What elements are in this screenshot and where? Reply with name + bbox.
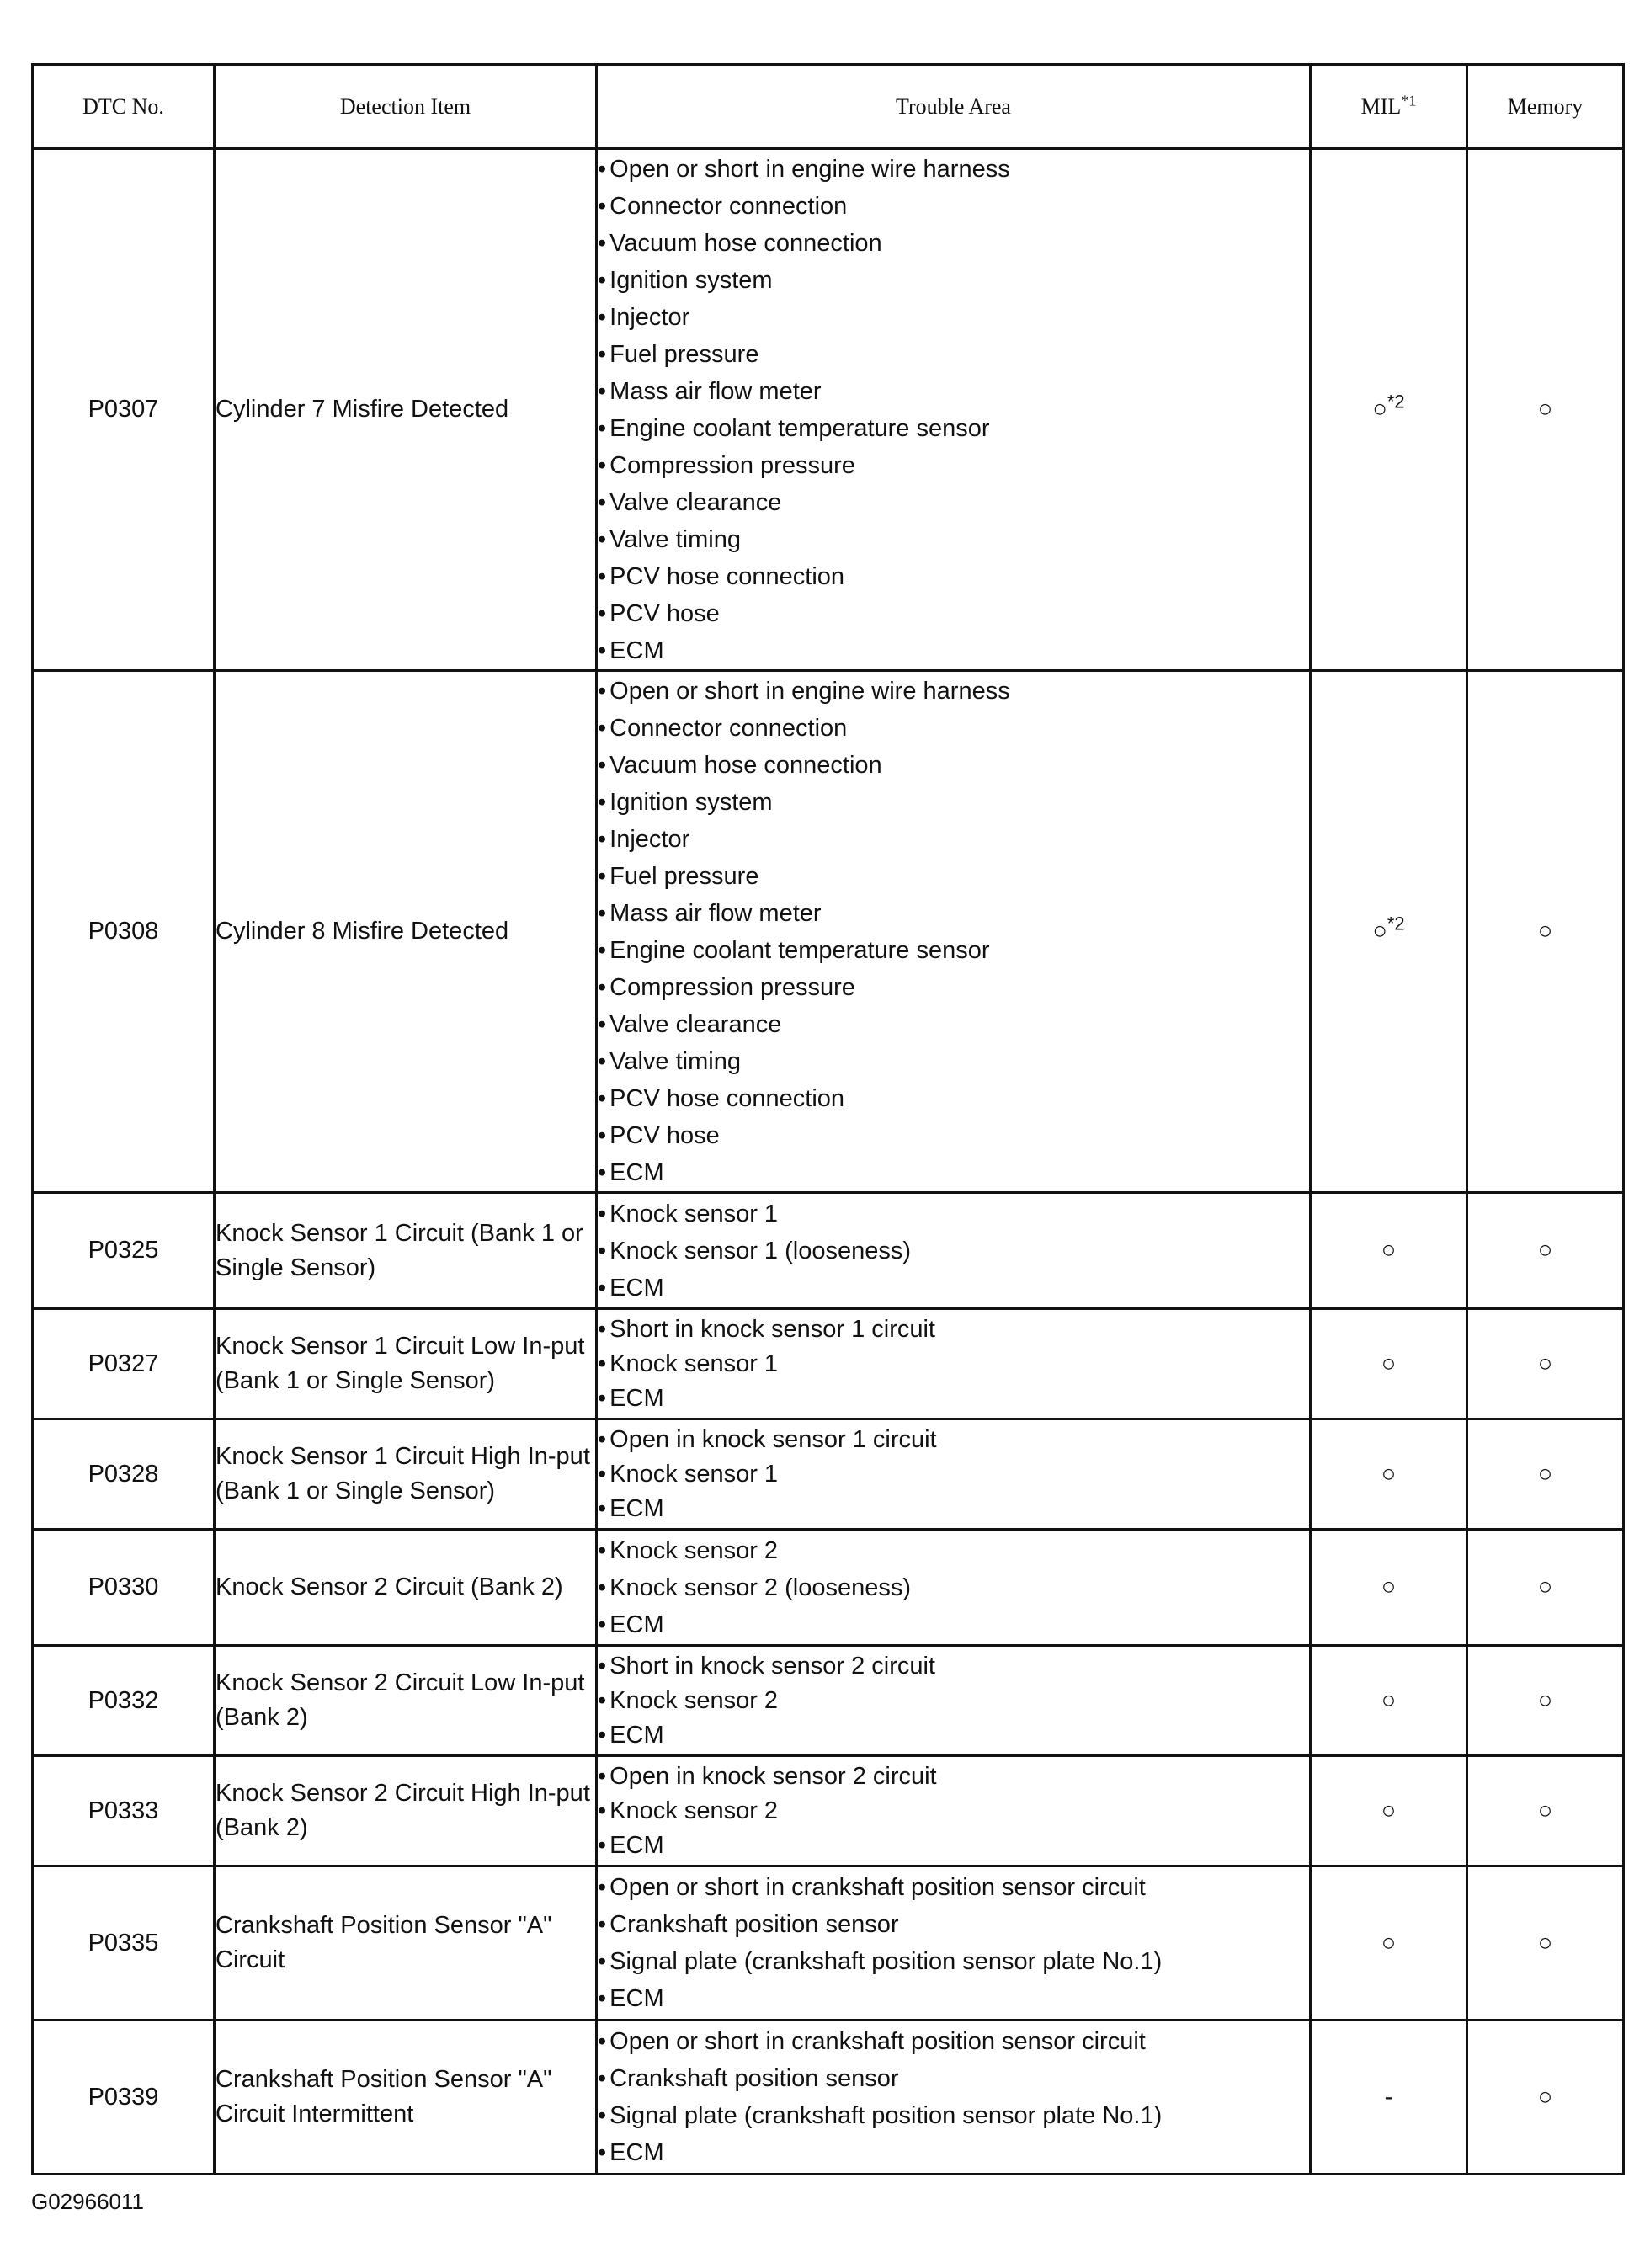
trouble-area xyxy=(597,1309,1311,1419)
trouble-area-item: • Connector connection xyxy=(598,710,1309,747)
trouble-area-list xyxy=(598,1649,1309,1753)
trouble-area-item: • Open in knock sensor 2 circuit xyxy=(598,1760,1309,1794)
detection-item: Crankshaft Position Sensor "A" Circuit xyxy=(215,1866,597,2020)
mil-mark: ○ xyxy=(1381,1797,1397,1824)
trouble-area-list xyxy=(598,673,1309,1191)
mil-mark: - xyxy=(1384,2083,1393,2111)
mil-indicator xyxy=(1311,1756,1467,1866)
memory-indicator: ○ xyxy=(1467,671,1624,1193)
header-row xyxy=(33,65,1624,149)
trouble-area-item: • Knock sensor 1 (looseness) xyxy=(598,1232,1309,1270)
memory-indicator: ○ xyxy=(1467,1866,1624,2020)
mil-footnote: *2 xyxy=(1387,391,1405,413)
memory-indicator: ○ xyxy=(1467,1309,1624,1419)
trouble-area-item: • Compression pressure xyxy=(598,447,1309,484)
trouble-area-item: • Open or short in crankshaft position sensor circuit xyxy=(598,2023,1309,2060)
trouble-area-item: • Knock sensor 1 xyxy=(598,1195,1309,1232)
mil-mark: ○ xyxy=(1381,1237,1397,1264)
memory-indicator: ○ xyxy=(1467,1530,1624,1646)
table-body xyxy=(33,149,1624,2175)
trouble-area-list xyxy=(598,2023,1309,2171)
trouble-area-item: • Ignition system xyxy=(598,262,1309,299)
trouble-area-item: • Fuel pressure xyxy=(598,858,1309,895)
mil-indicator xyxy=(1311,2020,1467,2175)
trouble-area-item: • Engine coolant temperature sensor xyxy=(598,932,1309,969)
dtc-code: P0332 xyxy=(33,1646,215,1756)
detection-item: Knock Sensor 2 Circuit Low In-put (Bank 2) xyxy=(215,1646,597,1756)
trouble-area-item: • Valve clearance xyxy=(598,484,1309,521)
table-row xyxy=(33,1309,1624,1419)
trouble-area-item: • ECM xyxy=(598,1154,1309,1191)
trouble-area-item: • Vacuum hose connection xyxy=(598,747,1309,784)
table-row xyxy=(33,149,1624,671)
trouble-area-item: • Mass air flow meter xyxy=(598,895,1309,932)
trouble-area-item: • Engine coolant temperature sensor xyxy=(598,410,1309,447)
dtc-code: P0328 xyxy=(33,1419,215,1530)
memory-indicator: ○ xyxy=(1467,1419,1624,1530)
header-mil-footnote: *1 xyxy=(1401,91,1417,109)
dtc-table xyxy=(31,63,1625,2175)
trouble-area xyxy=(597,1419,1311,1530)
trouble-area-item: • Open or short in engine wire harness xyxy=(598,673,1309,710)
mil-indicator xyxy=(1311,1646,1467,1756)
table-row xyxy=(33,1193,1624,1309)
mil-mark: ○ xyxy=(1381,1350,1397,1377)
table-header xyxy=(33,65,1624,149)
trouble-area-list xyxy=(598,1869,1309,2017)
trouble-area-item: • Crankshaft position sensor xyxy=(598,2060,1309,2097)
dtc-code: P0335 xyxy=(33,1866,215,2020)
trouble-area xyxy=(597,1866,1311,2020)
detection-item: Knock Sensor 2 Circuit High In-put (Bank 2) xyxy=(215,1756,597,1866)
trouble-area xyxy=(597,1530,1311,1646)
mil-indicator xyxy=(1311,1866,1467,2020)
trouble-area-item: • Valve timing xyxy=(598,521,1309,558)
trouble-area-item: • Knock sensor 2 xyxy=(598,1794,1309,1829)
detection-item: Knock Sensor 1 Circuit High In-put (Bank 1 or Single Sensor) xyxy=(215,1419,597,1530)
trouble-area-item: • Knock sensor 1 xyxy=(598,1457,1309,1492)
trouble-area-item: • PCV hose connection xyxy=(598,558,1309,595)
trouble-area xyxy=(597,1756,1311,1866)
dtc-code: P0308 xyxy=(33,671,215,1193)
trouble-area-item: • Connector connection xyxy=(598,188,1309,225)
mil-indicator xyxy=(1311,1309,1467,1419)
table-row xyxy=(33,1419,1624,1530)
trouble-area-list xyxy=(598,1760,1309,1863)
dtc-code: P0330 xyxy=(33,1530,215,1646)
memory-indicator: ○ xyxy=(1467,1756,1624,1866)
header-dtc: DTC No. xyxy=(33,65,215,149)
detection-item: Knock Sensor 1 Circuit Low In-put (Bank 1 or Single Sensor) xyxy=(215,1309,597,1419)
memory-indicator: ○ xyxy=(1467,1646,1624,1756)
memory-indicator: ○ xyxy=(1467,2020,1624,2175)
trouble-area-item: • ECM xyxy=(598,1718,1309,1753)
mil-indicator xyxy=(1311,1193,1467,1309)
dtc-code: P0325 xyxy=(33,1193,215,1309)
trouble-area-list xyxy=(598,1423,1309,1526)
trouble-area xyxy=(597,2020,1311,2175)
detection-item: Knock Sensor 1 Circuit (Bank 1 or Single Sensor) xyxy=(215,1193,597,1309)
header-mil-label: MIL xyxy=(1360,93,1402,119)
trouble-area xyxy=(597,1646,1311,1756)
trouble-area-item: • PCV hose xyxy=(598,1117,1309,1154)
trouble-area-item: • Knock sensor 2 xyxy=(598,1684,1309,1718)
trouble-area-item: • Injector xyxy=(598,299,1309,336)
table-row xyxy=(33,2020,1624,2175)
mil-mark: ○ xyxy=(1372,918,1387,945)
trouble-area xyxy=(597,1193,1311,1309)
trouble-area-list xyxy=(598,151,1309,669)
detection-item: Cylinder 7 Misfire Detected xyxy=(215,149,597,671)
trouble-area-list xyxy=(598,1312,1309,1416)
trouble-area-list xyxy=(598,1532,1309,1643)
trouble-area-item: • PCV hose connection xyxy=(598,1080,1309,1117)
trouble-area-item: • ECM xyxy=(598,1492,1309,1526)
figure-id: G02966011 xyxy=(31,2189,144,2214)
trouble-area-item: • ECM xyxy=(598,1829,1309,1863)
dtc-code: P0307 xyxy=(33,149,215,671)
mil-indicator xyxy=(1311,671,1467,1193)
mil-indicator xyxy=(1311,149,1467,671)
table-row xyxy=(33,1866,1624,2020)
trouble-area-item: • Valve clearance xyxy=(598,1006,1309,1043)
trouble-area-item: • Open or short in crankshaft position sensor circuit xyxy=(598,1869,1309,1906)
table-row xyxy=(33,1756,1624,1866)
mil-indicator xyxy=(1311,1419,1467,1530)
trouble-area-item: • ECM xyxy=(598,1270,1309,1307)
mil-mark: ○ xyxy=(1381,1686,1397,1714)
trouble-area-item: • Open or short in engine wire harness xyxy=(598,151,1309,188)
trouble-area-item: • ECM xyxy=(598,2134,1309,2171)
trouble-area-item: • Ignition system xyxy=(598,784,1309,821)
trouble-area-item: • Fuel pressure xyxy=(598,336,1309,373)
table-row xyxy=(33,671,1624,1193)
trouble-area-item: • ECM xyxy=(598,1606,1309,1643)
trouble-area-item: • ECM xyxy=(598,1980,1309,2017)
memory-indicator: ○ xyxy=(1467,1193,1624,1309)
detection-item: Crankshaft Position Sensor "A" Circuit Intermittent xyxy=(215,2020,597,2175)
trouble-area-item: • Signal plate (crankshaft position sensor plate No.1) xyxy=(598,1943,1309,1980)
header-detection-item: Detection Item xyxy=(215,65,597,149)
trouble-area-item: • Knock sensor 1 xyxy=(598,1347,1309,1382)
trouble-area-item: • Injector xyxy=(598,821,1309,858)
mil-indicator xyxy=(1311,1530,1467,1646)
trouble-area-item: • Short in knock sensor 2 circuit xyxy=(598,1649,1309,1684)
trouble-area-list xyxy=(598,1195,1309,1307)
trouble-area-item: • Crankshaft position sensor xyxy=(598,1906,1309,1943)
trouble-area-item: • ECM xyxy=(598,632,1309,669)
trouble-area-item: • Valve timing xyxy=(598,1043,1309,1080)
header-trouble-area: Trouble Area xyxy=(597,65,1311,149)
mil-mark: ○ xyxy=(1372,396,1387,423)
mil-footnote: *2 xyxy=(1387,913,1405,934)
mil-mark: ○ xyxy=(1381,1573,1397,1600)
trouble-area-item: • Compression pressure xyxy=(598,969,1309,1006)
mil-mark: ○ xyxy=(1381,1929,1397,1957)
trouble-area-item: • Knock sensor 2 (looseness) xyxy=(598,1569,1309,1606)
dtc-code: P0339 xyxy=(33,2020,215,2175)
trouble-area-item: • Signal plate (crankshaft position sensor plate No.1) xyxy=(598,2097,1309,2134)
memory-indicator: ○ xyxy=(1467,149,1624,671)
trouble-area-item: • Open in knock sensor 1 circuit xyxy=(598,1423,1309,1457)
table-row xyxy=(33,1530,1624,1646)
trouble-area xyxy=(597,149,1311,671)
dtc-code: P0327 xyxy=(33,1309,215,1419)
trouble-area-item: • ECM xyxy=(598,1382,1309,1416)
detection-item: Cylinder 8 Misfire Detected xyxy=(215,671,597,1193)
trouble-area-item: • Short in knock sensor 1 circuit xyxy=(598,1312,1309,1347)
mil-mark: ○ xyxy=(1381,1460,1397,1488)
trouble-area xyxy=(597,671,1311,1193)
header-mil xyxy=(1311,65,1467,149)
header-memory: Memory xyxy=(1467,65,1624,149)
trouble-area-item: • Mass air flow meter xyxy=(598,373,1309,410)
detection-item: Knock Sensor 2 Circuit (Bank 2) xyxy=(215,1530,597,1646)
dtc-code: P0333 xyxy=(33,1756,215,1866)
trouble-area-item: • Vacuum hose connection xyxy=(598,225,1309,262)
trouble-area-item: • Knock sensor 2 xyxy=(598,1532,1309,1569)
trouble-area-item: • PCV hose xyxy=(598,595,1309,632)
table-row xyxy=(33,1646,1624,1756)
